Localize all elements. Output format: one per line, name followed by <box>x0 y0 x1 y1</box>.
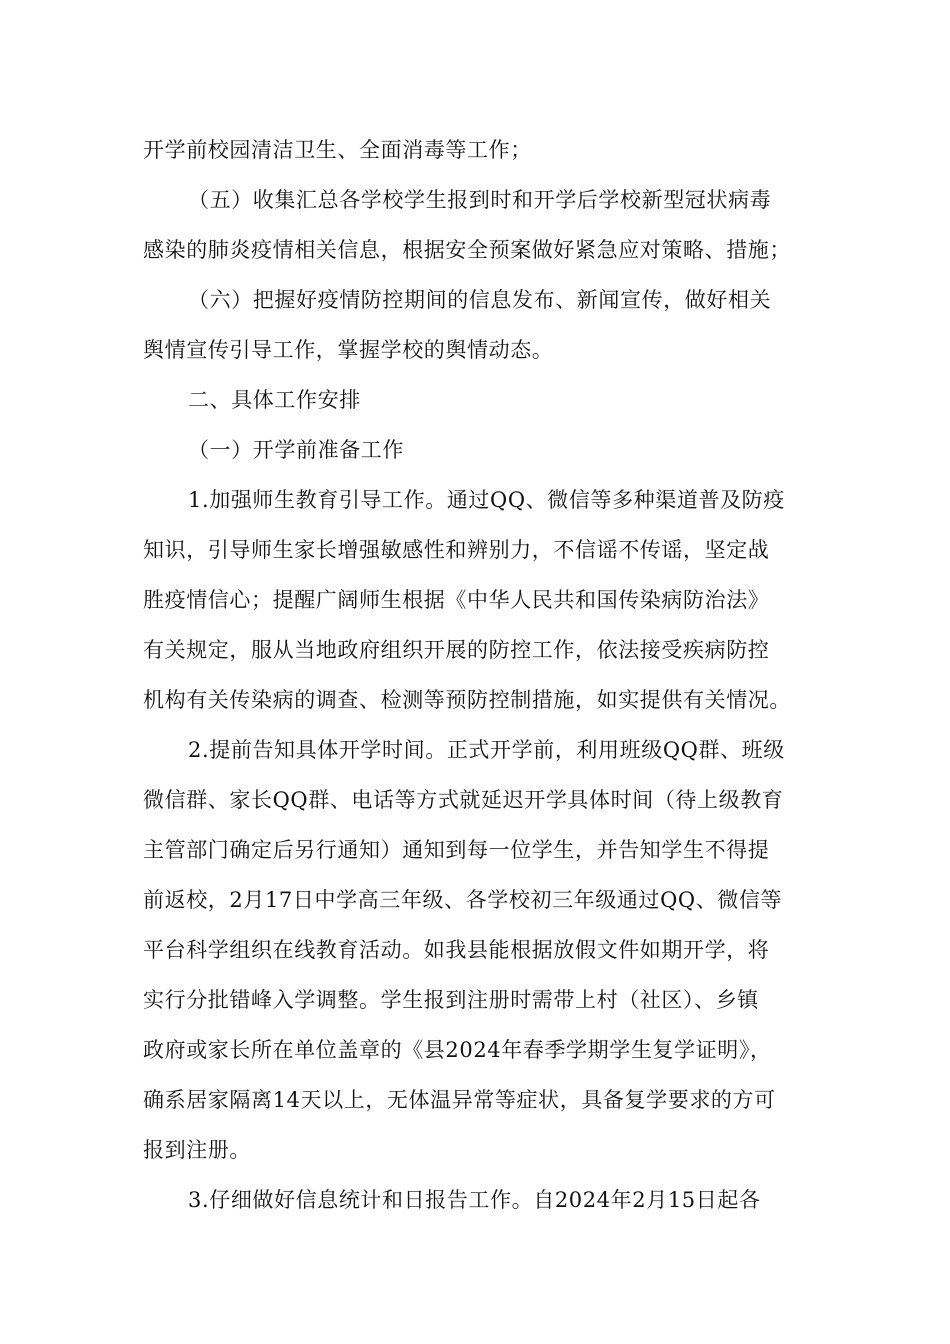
text-line-11: 有关规定，服从当地政府组织开展的防控工作，依法接受疾病防控 <box>143 638 770 662</box>
text-line-3: 感染的肺炎疫情相关信息，根据安全预案做好紧急应对策略、措施； <box>143 238 791 262</box>
text-line-15: 主管部门确定后另行通知）通知到每一位学生，并告知学生不得提 <box>143 838 770 862</box>
text-line-2: （五）收集汇总各学校学生报到时和开学后学校新型冠状病毒 <box>188 188 772 212</box>
text-line-14: 微信群、家长QQ群、电话等方式就延迟开学具体时间（待上级教育 <box>143 788 784 812</box>
text-line-17: 平台科学组织在线教育活动。如我县能根据放假文件如期开学，将 <box>143 938 770 962</box>
text-line-16: 前返校，2月17日中学高三年级、各学校初三年级通过QQ、微信等 <box>143 888 783 912</box>
text-line-20: 确系居家隔离14天以上，无体温异常等症状，具备复学要求的方可 <box>143 1088 776 1112</box>
text-line-22: 3.仔细做好信息统计和日报告工作。自2024年2月15日起各 <box>188 1188 761 1212</box>
text-line-8: 1.加强师生教育引导工作。通过QQ、微信等多种渠道普及防疫 <box>188 488 785 512</box>
text-line-9: 知识，引导师生家长增强敏感性和辨别力，不信谣不传谣，坚定战 <box>143 538 770 562</box>
text-line-18: 实行分批错峰入学调整。学生报到注册时需带上村（社区）、乡镇 <box>143 988 759 1012</box>
text-line-4: （六）把握好疫情防控期间的信息发布、新闻宣传，做好相关 <box>188 288 772 312</box>
subsection-heading: （一）开学前准备工作 <box>188 438 404 462</box>
text-line-19: 政府或家长所在单位盖章的《县2024年春季学期学生复学证明》， <box>143 1038 772 1062</box>
section-heading: 二、具体工作安排 <box>188 388 361 412</box>
text-line-21: 报到注册。 <box>143 1138 251 1162</box>
text-line-5: 舆情宣传引导工作，掌握学校的舆情动态。 <box>143 338 554 362</box>
text-line-13: 2.提前告知具体开学时间。正式开学前，利用班级QQ群、班级 <box>188 738 785 762</box>
text-line-12: 机构有关传染病的调查、检测等预防控制措施，如实提供有关情况。 <box>143 688 791 712</box>
text-line-1: 开学前校园清洁卫生、全面消毒等工作； <box>143 138 532 162</box>
text-line-10: 胜疫情信心；提醒广阔师生根据《中华人民共和国传染病防治法》 <box>143 588 770 612</box>
